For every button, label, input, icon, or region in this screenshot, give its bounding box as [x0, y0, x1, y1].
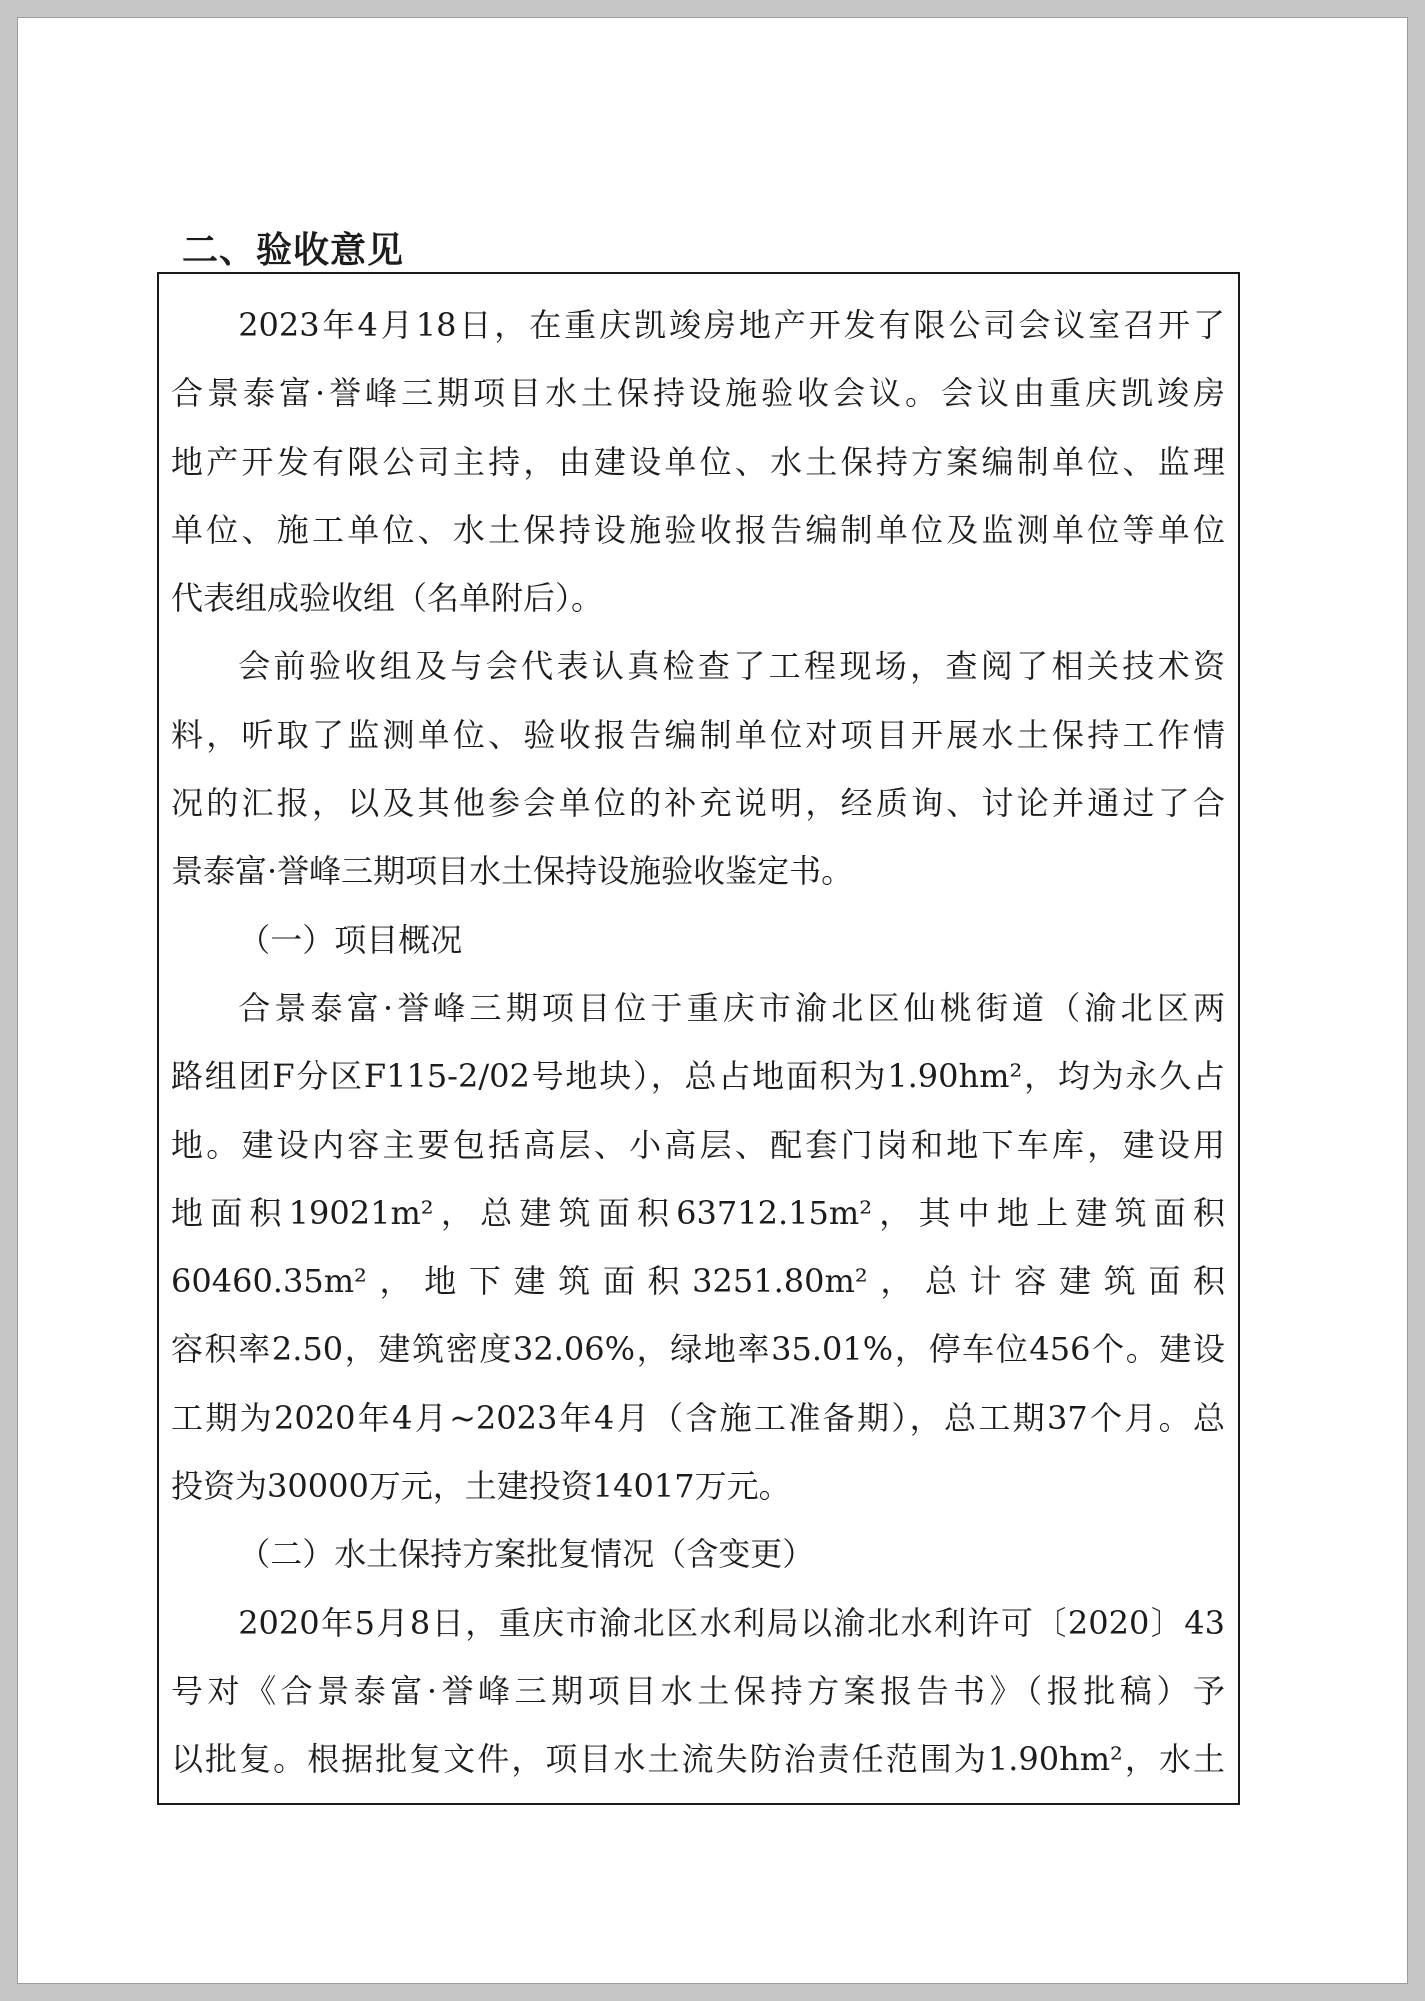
- acceptance-opinion-box: [157, 272, 1240, 1805]
- text-line: 会前验收组及与会代表认真检查了工程现场，查阅了相关技术资: [238, 647, 1225, 686]
- text-line: 投资为30000万元，土建投资14017万元。: [171, 1467, 791, 1506]
- text-line: 路组团F分区F115-2/02号地块），总占地面积为1.90hm²，均为永久占: [171, 1057, 1225, 1096]
- text-line: 合景泰富·誉峰三期项目水土保持设施验收会议。会议由重庆凯竣房: [171, 374, 1225, 413]
- subsection-heading: （二）水土保持方案批复情况（含变更）: [238, 1535, 815, 1574]
- subsection-heading: （一）项目概况: [238, 920, 463, 959]
- text-line: 容积率2.50，建筑密度32.06%，绿地率35.01%，停车位456个。建设: [171, 1330, 1225, 1369]
- text-line: 料，听取了监测单位、验收报告编制单位对项目开展水土保持工作情: [171, 715, 1225, 754]
- text-line: 2020年5月8日，重庆市渝北区水利局以渝北水利许可〔2020〕43: [238, 1603, 1225, 1642]
- subsection-heading-project-overview: [171, 906, 1225, 974]
- text-line: 工期为2020年4月~2023年4月（含施工准备期），总工期37个月。总: [171, 1398, 1225, 1437]
- paragraph-meeting: [171, 291, 1225, 632]
- document-page: [17, 17, 1408, 1984]
- text-line: 地产开发有限公司主持，由建设单位、水土保持方案编制单位、监理: [171, 442, 1225, 481]
- paragraph-plan-approval: [171, 1589, 1225, 1794]
- text-line: 合景泰富·誉峰三期项目位于重庆市渝北区仙桃街道（渝北区两: [238, 988, 1225, 1027]
- paragraph-review: [171, 632, 1225, 905]
- paragraph-project-overview: [171, 974, 1225, 1520]
- text-line: 地面积19021m²，总建筑面积63712.15m²，其中地上建筑面积: [171, 1193, 1225, 1232]
- text-line: 以批复。根据批复文件，项目水土流失防治责任范围为1.90hm²，水土: [171, 1740, 1225, 1779]
- text-line: 2023年4月18日，在重庆凯竣房地产开发有限公司会议室召开了: [238, 306, 1225, 344]
- text-line: 地。建设内容主要包括高层、小高层、配套门岗和地下车库，建设用: [171, 1125, 1225, 1164]
- section-heading: 二、验收意见: [182, 229, 405, 271]
- text-line: 60460.35m²，地下建筑面积3251.80m²，总计容建筑面积: [171, 1262, 1225, 1301]
- text-line: 代表组成验收组（名单附后）。: [171, 579, 604, 618]
- text-line: 景泰富·誉峰三期项目水土保持设施验收鉴定书。: [171, 852, 854, 891]
- subsection-heading-plan-approval: [171, 1520, 1225, 1588]
- text-line: 号对《合景泰富·誉峰三期项目水土保持方案报告书》（报批稿）予: [171, 1671, 1225, 1710]
- text-line: 单位、施工单位、水土保持设施验收报告编制单位及监测单位等单位: [171, 510, 1225, 549]
- text-line: 况的汇报，以及其他参会单位的补充说明，经质询、讨论并通过了合: [171, 784, 1225, 823]
